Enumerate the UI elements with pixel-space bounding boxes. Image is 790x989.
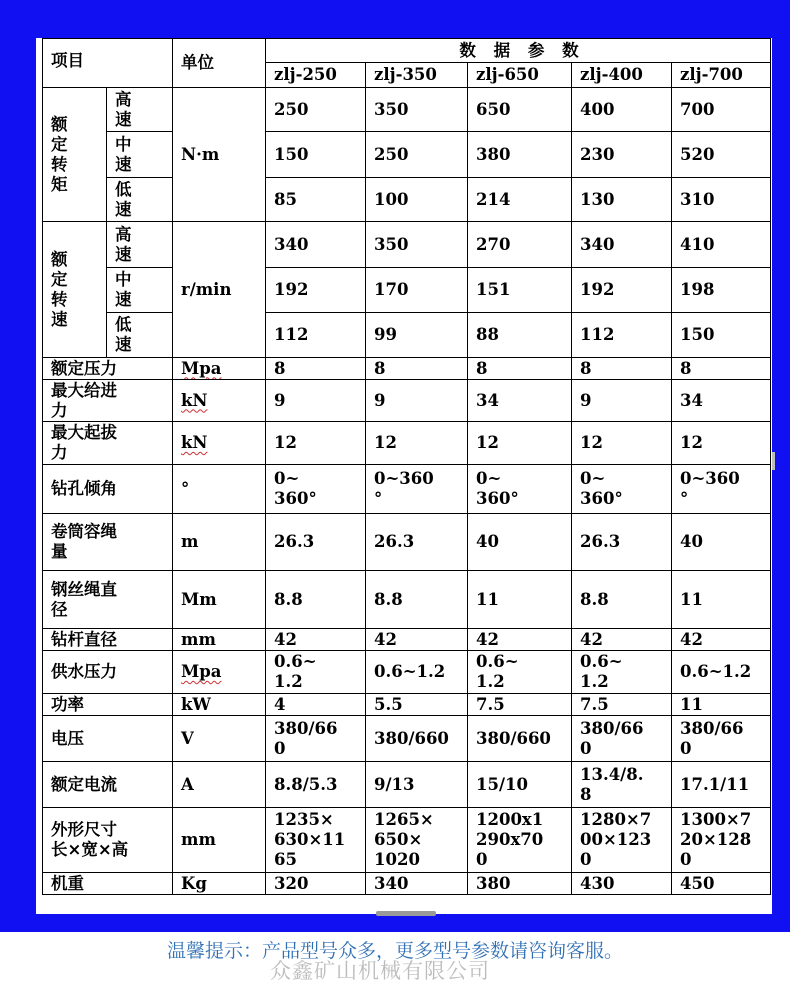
table-row [43, 514, 771, 571]
row-unit: m [173, 514, 266, 571]
value-cell: 9/13 [366, 762, 468, 808]
scrollbar[interactable] [772, 452, 775, 470]
value-cell: 380/660 [366, 716, 468, 762]
value-cell: 42 [266, 629, 366, 651]
value-cell: 0~ 360° [468, 465, 572, 514]
value-cell: 250 [266, 88, 366, 132]
value-cell: 270 [468, 222, 572, 268]
row-label: 额定电流 [43, 762, 173, 808]
value-cell: 8.8/5.3 [266, 762, 366, 808]
header-data-params: 数 据 参 数 [266, 39, 771, 63]
value-cell: 7.5 [572, 694, 672, 716]
value-cell: 40 [672, 514, 771, 571]
value-cell: 26.3 [366, 514, 468, 571]
rated-torque-speed-level: 低 速 [107, 178, 173, 222]
row-unit: mm [173, 808, 266, 873]
value-cell: 1200x1 290x70 0 [468, 808, 572, 873]
value-cell: 380/660 [468, 716, 572, 762]
value-cell: 1265× 650× 1020 [366, 808, 468, 873]
company-watermark: 众鑫矿山机械有限公司 [270, 959, 490, 983]
value-cell: 0.6~ 1.2 [468, 651, 572, 694]
header-row [43, 39, 771, 63]
rated-torque-speed-level: 中 速 [107, 132, 173, 178]
model-zlj-400: zlj-400 [572, 63, 672, 88]
value-cell: 400 [572, 88, 672, 132]
value-cell: 17.1/11 [672, 762, 771, 808]
table-row [43, 358, 771, 380]
row-unit: kN [173, 422, 266, 465]
row-label: 钻孔倾角 [43, 465, 173, 514]
value-cell: 8.8 [266, 571, 366, 629]
value-cell: 230 [572, 132, 672, 178]
value-cell: 40 [468, 514, 572, 571]
value-cell: 410 [672, 222, 771, 268]
value-cell: 0.6~1.2 [672, 651, 771, 694]
value-cell: 100 [366, 178, 468, 222]
value-cell: 380/66 0 [572, 716, 672, 762]
value-cell: 8 [266, 358, 366, 380]
row-unit: ° [173, 465, 266, 514]
rated-torque-unit: N·m [173, 88, 266, 222]
value-cell: 42 [572, 629, 672, 651]
row-unit: mm [173, 629, 266, 651]
value-cell: 8.8 [366, 571, 468, 629]
value-cell: 9 [572, 380, 672, 422]
row-label: 卷筒容绳 量 [43, 514, 173, 571]
value-cell: 250 [366, 132, 468, 178]
value-cell: 11 [672, 694, 771, 716]
model-zlj-650: zlj-650 [468, 63, 572, 88]
value-cell: 8 [572, 358, 672, 380]
value-cell: 0~360 ° [672, 465, 771, 514]
value-cell: 11 [468, 571, 572, 629]
rated-speed-speed-level: 中 速 [107, 268, 173, 313]
rated-torque-row [43, 178, 771, 222]
row-label: 供水压力 [43, 651, 173, 694]
row-unit: V [173, 716, 266, 762]
row-label: 功率 [43, 694, 173, 716]
table-row [43, 808, 771, 873]
row-unit: kW [173, 694, 266, 716]
value-cell: 13.4/8. 8 [572, 762, 672, 808]
value-cell: 1280×7 00×123 0 [572, 808, 672, 873]
value-cell: 85 [266, 178, 366, 222]
value-cell: 650 [468, 88, 572, 132]
header-unit: 单位 [173, 39, 266, 88]
value-cell: 380/66 0 [672, 716, 771, 762]
table-row [43, 422, 771, 465]
table-row [43, 694, 771, 716]
value-cell: 340 [366, 873, 468, 895]
table-row [43, 571, 771, 629]
row-unit: A [173, 762, 266, 808]
value-cell: 1300×7 20×128 0 [672, 808, 771, 873]
row-unit: Mm [173, 571, 266, 629]
value-cell: 12 [572, 422, 672, 465]
value-cell: 0.6~1.2 [366, 651, 468, 694]
value-cell: 8 [468, 358, 572, 380]
value-cell: 34 [468, 380, 572, 422]
value-cell: 42 [468, 629, 572, 651]
row-label: 机重 [43, 873, 173, 895]
value-cell: 9 [266, 380, 366, 422]
value-cell: 12 [672, 422, 771, 465]
value-cell: 450 [672, 873, 771, 895]
row-unit: Kg [173, 873, 266, 895]
rated-torque-label: 额 定 转 矩 [43, 88, 107, 222]
table-row [43, 651, 771, 694]
value-cell: 26.3 [266, 514, 366, 571]
value-cell: 340 [572, 222, 672, 268]
rated-speed-row [43, 313, 771, 358]
row-label: 最大起拔 力 [43, 422, 173, 465]
value-cell: 1235× 630×11 65 [266, 808, 366, 873]
value-cell: 12 [468, 422, 572, 465]
value-cell: 12 [366, 422, 468, 465]
value-cell: 34 [672, 380, 771, 422]
row-unit: Mpa [173, 358, 266, 380]
row-unit: kN [173, 380, 266, 422]
table-row [43, 762, 771, 808]
value-cell: 15/10 [468, 762, 572, 808]
row-label: 钻杆直径 [43, 629, 173, 651]
value-cell: 310 [672, 178, 771, 222]
rated-torque-speed-level: 高 速 [107, 88, 173, 132]
value-cell: 214 [468, 178, 572, 222]
model-zlj-250: zlj-250 [266, 63, 366, 88]
value-cell: 26.3 [572, 514, 672, 571]
rated-speed-speed-level: 高 速 [107, 222, 173, 268]
model-zlj-350: zlj-350 [366, 63, 468, 88]
value-cell: 0.6~ 1.2 [266, 651, 366, 694]
value-cell: 7.5 [468, 694, 572, 716]
row-unit: Mpa [173, 651, 266, 694]
value-cell: 8 [672, 358, 771, 380]
value-cell: 0~ 360° [266, 465, 366, 514]
resize-handle[interactable] [376, 911, 436, 916]
value-cell: 0~360 ° [366, 465, 468, 514]
row-label: 电压 [43, 716, 173, 762]
value-cell: 380/66 0 [266, 716, 366, 762]
rated-speed-unit: r/min [173, 222, 266, 358]
value-cell: 8 [366, 358, 468, 380]
table-row [43, 380, 771, 422]
value-cell: 112 [572, 313, 672, 358]
table-row [43, 873, 771, 895]
row-label: 最大给进 力 [43, 380, 173, 422]
value-cell: 11 [672, 571, 771, 629]
value-cell: 380 [468, 873, 572, 895]
value-cell: 12 [266, 422, 366, 465]
table-row [43, 716, 771, 762]
value-cell: 198 [672, 268, 771, 313]
value-cell: 700 [672, 88, 771, 132]
value-cell: 150 [266, 132, 366, 178]
row-label: 外形尺寸 长×宽×高 [43, 808, 173, 873]
rated-torque-row [43, 132, 771, 178]
value-cell: 42 [366, 629, 468, 651]
row-label: 钢丝绳直 径 [43, 571, 173, 629]
value-cell: 192 [266, 268, 366, 313]
row-label: 额定压力 [43, 358, 173, 380]
value-cell: 4 [266, 694, 366, 716]
rated-speed-speed-level: 低 速 [107, 313, 173, 358]
value-cell: 340 [266, 222, 366, 268]
spec-table [42, 38, 771, 895]
rated-speed-row [43, 268, 771, 313]
value-cell: 350 [366, 222, 468, 268]
value-cell: 430 [572, 873, 672, 895]
value-cell: 0~ 360° [572, 465, 672, 514]
value-cell: 5.5 [366, 694, 468, 716]
table-row [43, 465, 771, 514]
value-cell: 151 [468, 268, 572, 313]
value-cell: 320 [266, 873, 366, 895]
value-cell: 42 [672, 629, 771, 651]
value-cell: 9 [366, 380, 468, 422]
footer-notice: 温馨提示：产品型号众多，更多型号参数请咨询客服。 [166, 940, 623, 962]
rated-speed-row [43, 222, 771, 268]
rated-torque-row [43, 88, 771, 132]
value-cell: 8.8 [572, 571, 672, 629]
value-cell: 99 [366, 313, 468, 358]
model-zlj-700: zlj-700 [672, 63, 771, 88]
value-cell: 88 [468, 313, 572, 358]
value-cell: 380 [468, 132, 572, 178]
value-cell: 170 [366, 268, 468, 313]
value-cell: 150 [672, 313, 771, 358]
value-cell: 112 [266, 313, 366, 358]
value-cell: 192 [572, 268, 672, 313]
value-cell: 130 [572, 178, 672, 222]
rated-speed-label: 额 定 转 速 [43, 222, 107, 358]
header-item: 项目 [43, 39, 173, 88]
value-cell: 520 [672, 132, 771, 178]
value-cell: 0.6~ 1.2 [572, 651, 672, 694]
value-cell: 350 [366, 88, 468, 132]
table-row [43, 629, 771, 651]
